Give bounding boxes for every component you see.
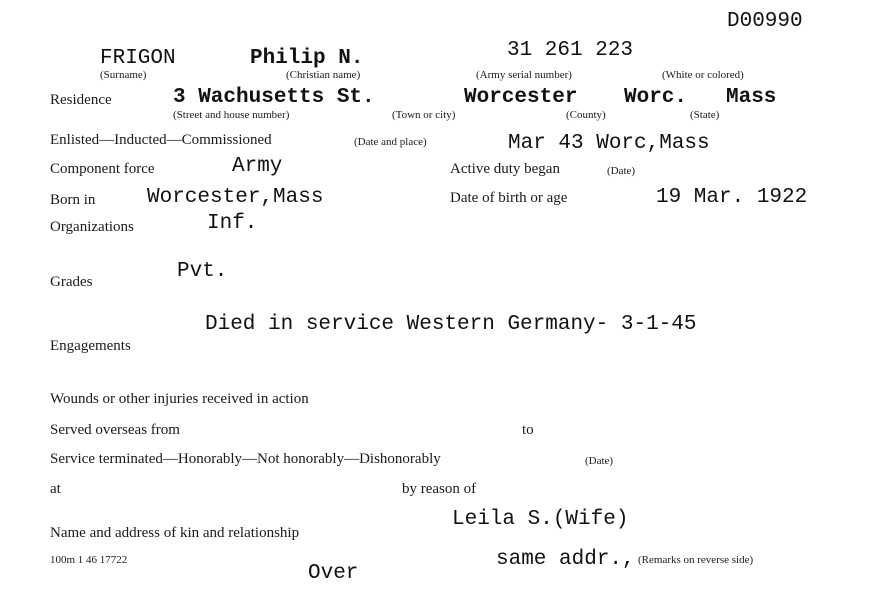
active-duty-date-label: (Date) xyxy=(607,165,636,177)
serial-number-value: 31 261 223 xyxy=(507,39,634,62)
remarks-label: (Remarks on reverse side) xyxy=(638,554,754,566)
service-terminated-label: Service terminated—Honorably—Not honorably—Dishonorably xyxy=(50,451,441,467)
wounds-label: Wounds or other injuries received in action xyxy=(50,391,309,407)
christian-name-label: (Christian name) xyxy=(286,69,361,81)
served-overseas-label: Served overseas from xyxy=(50,422,180,438)
engagements-label: Engagements xyxy=(50,338,131,354)
card-id: D00990 xyxy=(727,10,803,33)
at-label: at xyxy=(50,481,61,497)
surname-label: (Surname) xyxy=(100,69,147,81)
overseas-to-label: to xyxy=(522,422,534,438)
surname-value: FRIGON xyxy=(100,47,176,70)
born-in-label: Born in xyxy=(50,192,96,208)
over-note: Over xyxy=(308,562,359,585)
born-in-value: Worcester,Mass xyxy=(147,186,324,209)
state-label: (State) xyxy=(690,109,720,121)
kin-label: Name and address of kin and relationship xyxy=(50,525,300,541)
kin-name-value: Leila S.(Wife) xyxy=(452,508,629,531)
date-of-birth-value: 19 Mar. 1922 xyxy=(656,186,808,209)
serial-number-label: (Army serial number) xyxy=(476,69,572,81)
enlisted-label: Enlisted—Inducted—Commissioned xyxy=(50,132,272,148)
grades-label: Grades xyxy=(50,274,93,290)
active-duty-label: Active duty began xyxy=(450,161,560,177)
organizations-value: Inf. xyxy=(207,212,258,235)
christian-name-value: Philip N. xyxy=(250,47,364,70)
component-force-value: Army xyxy=(232,155,283,178)
organizations-label: Organizations xyxy=(50,219,134,235)
kin-address-value: same addr., xyxy=(496,548,635,571)
by-reason-of-label: by reason of xyxy=(402,481,477,497)
date-and-place-label: (Date and place) xyxy=(354,136,427,148)
state-value: Mass xyxy=(726,86,777,109)
form-number: 100m 1 46 17722 xyxy=(50,554,128,566)
terminated-date-label: (Date) xyxy=(585,455,614,467)
town-value: Worcester xyxy=(464,86,578,109)
grades-value: Pvt. xyxy=(177,260,228,283)
street-label: (Street and house number) xyxy=(173,109,290,121)
residence-label: Residence xyxy=(50,92,112,108)
date-of-birth-label: Date of birth or age xyxy=(450,190,568,206)
engagements-note: Died in service Western Germany- 3-1-45 xyxy=(205,313,697,336)
town-label: (Town or city) xyxy=(392,109,456,121)
component-force-label: Component force xyxy=(50,161,155,177)
street-value: 3 Wachusetts St. xyxy=(173,86,375,109)
enlisted-value: Mar 43 Worc,Mass xyxy=(508,132,710,155)
county-value: Worc. xyxy=(624,86,688,109)
white-or-colored-label: (White or colored) xyxy=(662,69,744,81)
county-label: (County) xyxy=(566,109,606,121)
